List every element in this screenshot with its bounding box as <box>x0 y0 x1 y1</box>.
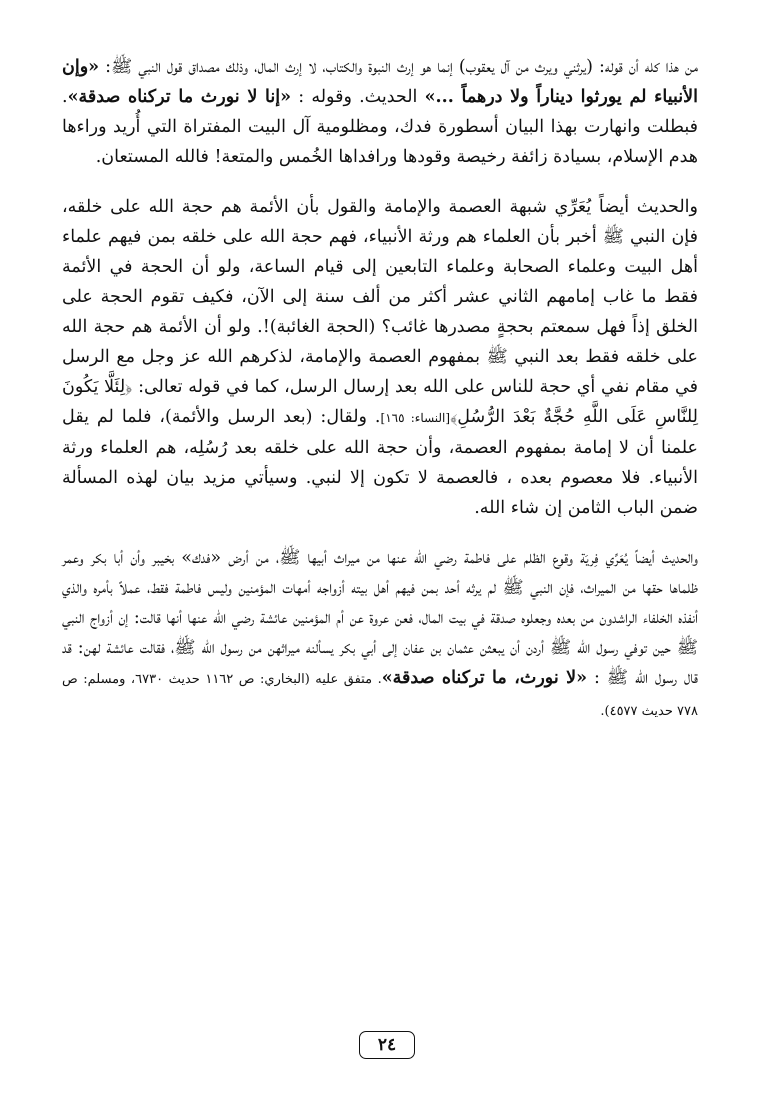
text-span: من هذا كله أن قوله: (يرثني ويرث من آل يعقوب) إنما هو إرث النبوة والكتاب، لا إرث المال، وذلك مصداق قول النبي ﷺ: <box>99 57 698 77</box>
hadith-quote: «لا نورث، ما تركناه صدقة» <box>381 668 588 688</box>
text-span: الحديث. وقوله : <box>291 87 425 107</box>
paragraph-3 <box>62 543 698 727</box>
verse-reference: [النساء: ١٦٥] <box>380 411 451 425</box>
page-number-label: ٢٤ <box>377 1035 397 1055</box>
hadith-quote: «إنا لا نورث ما تركناه صدقة» <box>67 87 292 107</box>
page-body <box>62 52 698 727</box>
quran-verse: ﴿لِئَلَّا يَكُونَ لِلنَّاسِ عَلَى اللَّهِ حُجَّةٌ بَعْدَ الرُّسُلِ﴾ <box>62 377 698 427</box>
text-span: والحديث أيضاً يُعَرِّي شبهة العصمة والإمامة والقول بأن الأئمة هم حجة الله على خلقه، فإن النبي ﷺ أخبر بأن العلماء هم ورثة الأنبياء، فهم حجة الله على خلقه بمن فيهم علماء أهل البيت وعلماء الصحابة وعلماء التابعين إلى قيام الساعة، ولو أن الحجة في الأئمة فقط ما غاب إمامهم الثاني عشر أكثر من ألف سنة إلى الآن، فكيف تقوم الحجة على الخلق إذاً فهل سمعتم بحجةٍ مصدرها غائب؟ (الحجة الغائبة)!. ولو أن الأئمة هم حجة الله على خلقه فقط بعد النبي ﷺ بمفهوم العصمة والإمامة، لذكرهم الله عز وجل مع الرسل في مقام نفي أي حجة للناس على الله بعد إرسال الرسل، كما في قوله تعالى: <box>62 197 699 397</box>
hadith-quote: «وإن الأنبياء لم يورثوا ديناراً ولا درهماً ...» <box>62 57 698 107</box>
text-span: والحديث أيضاً يُعَرِّي فِريَة وقوع الظلم على فاطمة رضي الله عنها من ميراث أبيها ﷺ، من أرض «فدك» بخيبر وأن أبا بكر وعمر ظلماها حقها من الميراث، فإن النبي ﷺ لم يرثه أحد بمن فيهم أهل بيته أزواجه أمهات المؤمنين وليس فاطمة فقط، عملاً بأمره والذي أنفذه الخلفاء الراشدون من بعده وجعلوه صدقة في بيت المال، فعن عروة عن أم المؤمنين عائشة رضي الله عنها أنها قالت: إن أزواج النبي ﷺ حين توفي رسول الله ﷺ أردن أن يبعثن عثمان بن عفان إلى أبي بكر يسألنه ميراثهن من رسول الله ﷺ، فقالت عائشة لهن: قد قال رسول الله ﷺ : <box>62 548 698 688</box>
paragraph-1 <box>62 52 698 172</box>
paragraph-gap <box>62 523 698 543</box>
paragraph-2 <box>62 192 698 523</box>
text-span: . فبطلت وانهارت بهذا البيان أسطورة فدك، ومظلومية آل البيت المفتراة التي أُريد وراءها هدم الإسلام، بسيادة زائفة رخيصة وقودها ورافداها الخُمس والمتعة! فالله المستعان. <box>62 87 698 167</box>
citation-note: . متفق عليه (البخاري: ص ١١٦٢ حديث ٦٧٣٠، ومسلم: ص ٧٧٨ حديث ٤٥٧٧). <box>62 672 698 719</box>
text-span: . ولقال: (بعد الرسل والأئمة)، فلما لم يقل علمنا أن لا إمامة بمفهوم العصمة، وأن حجة الله على خلقه بعد رُسُلِه، هم العلماء ورثة الأنبياء. فلا معصوم بعده ، فالعصمة لا تكون إلا لنبي. وسيأتي مزيد بيان لهذه المسألة ضمن الباب الثامن إن شاء الله. <box>62 407 698 518</box>
page-number <box>359 1031 415 1059</box>
paragraph-gap <box>62 172 698 192</box>
